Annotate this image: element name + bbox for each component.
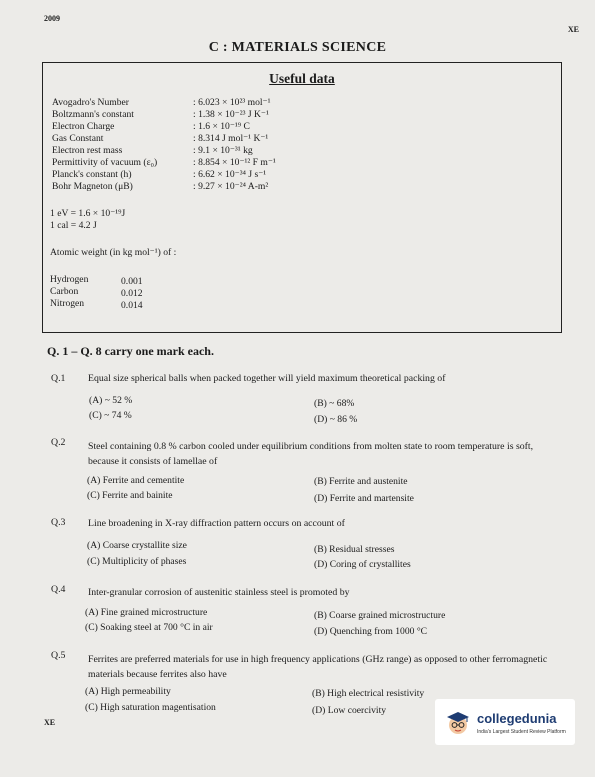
constant-value: : 8.854 × 10⁻¹² F m⁻¹ bbox=[193, 157, 276, 168]
option-d: (D) ~ 86 % bbox=[314, 414, 358, 425]
header-paper-code: XE bbox=[567, 25, 579, 34]
useful-data-heading: Useful data bbox=[269, 71, 335, 86]
question-number: Q.1 bbox=[51, 373, 66, 384]
option-d: (D) Ferrite and martensite bbox=[314, 493, 414, 504]
option-a: (A) Coarse crystallite size bbox=[87, 540, 187, 551]
question-text: Equal size spherical balls when packed together will yield maximum theoretical packing of bbox=[88, 373, 446, 384]
atomic-weight-element: Carbon bbox=[50, 286, 79, 297]
cal-conversion: 1 cal = 4.2 J bbox=[50, 220, 97, 231]
constant-name: Gas Constant bbox=[52, 133, 104, 144]
constant-name: Electron rest mass bbox=[52, 145, 123, 156]
option-d: (D) Coring of crystallites bbox=[314, 559, 411, 570]
option-b: (B) ~ 68% bbox=[314, 398, 355, 409]
constant-value: : 9.27 × 10⁻²⁴ A-m² bbox=[193, 181, 269, 192]
atomic-weight-label: Atomic weight (in kg mol⁻¹) of : bbox=[50, 247, 177, 258]
constant-name: Bohr Magneton (μB) bbox=[52, 181, 133, 192]
graduate-face-icon bbox=[445, 710, 471, 736]
constant-name: Boltzmann's constant bbox=[52, 109, 134, 120]
constant-name: Permittivity of vacuum (ε₀) bbox=[52, 157, 158, 168]
constant-value: : 6.023 × 10²³ mol⁻¹ bbox=[193, 97, 271, 108]
constant-value: : 8.314 J mol⁻¹ K⁻¹ bbox=[193, 133, 269, 144]
option-c: (C) ~ 74 % bbox=[89, 410, 132, 421]
option-b: (B) Ferrite and austenite bbox=[314, 476, 408, 487]
option-a: (A) Ferrite and cementite bbox=[87, 475, 185, 486]
atomic-weight-element: Hydrogen bbox=[50, 274, 89, 285]
atomic-weight-value: 0.014 bbox=[121, 300, 143, 311]
constant-value: : 6.62 × 10⁻³⁴ J s⁻¹ bbox=[193, 169, 267, 180]
option-b: (B) Residual stresses bbox=[314, 544, 395, 555]
option-a: (A) ~ 52 % bbox=[89, 395, 133, 406]
question-text: Line broadening in X-ray diffraction pattern occurs on account of bbox=[88, 518, 345, 529]
watermark-tagline: India's Largest Student Review Platform bbox=[477, 729, 566, 735]
option-b: (B) High electrical resistivity bbox=[312, 688, 425, 699]
atomic-weight-value: 0.001 bbox=[121, 276, 143, 287]
header-year: 2009 bbox=[44, 14, 60, 23]
option-a: (A) Fine grained microstructure bbox=[85, 607, 208, 618]
constant-value: : 1.38 × 10⁻²³ J K⁻¹ bbox=[193, 109, 269, 120]
footer-paper-code: XE bbox=[44, 718, 56, 727]
page-title: C : MATERIALS SCIENCE bbox=[208, 40, 387, 55]
option-d: (D) Quenching from 1000 °C bbox=[314, 626, 428, 637]
question-number: Q.2 bbox=[51, 437, 66, 448]
useful-data-box bbox=[42, 62, 562, 333]
atomic-weight-element: Nitrogen bbox=[50, 298, 85, 309]
question-number: Q.3 bbox=[51, 517, 66, 528]
section-heading: Q. 1 – Q. 8 carry one mark each. bbox=[47, 344, 214, 358]
option-a: (A) High permeability bbox=[85, 686, 171, 697]
question-text: Inter-granular corrosion of austenitic stainless steel is promoted by bbox=[88, 587, 350, 598]
constant-name: Avogadro's Number bbox=[52, 97, 129, 108]
question-text: Ferrites are preferred materials for use in high frequency applications (GHz range) as opposed to other ferromagnetic materials because ferrites also have bbox=[88, 654, 548, 680]
option-c: (C) Soaking steel at 700 °C in air bbox=[85, 622, 213, 633]
watermark-brand: collegedunia bbox=[477, 711, 557, 726]
constant-name: Planck's constant (h) bbox=[52, 169, 132, 180]
option-c: (C) Ferrite and bainite bbox=[87, 490, 173, 501]
constant-value: : 1.6 × 10⁻¹⁹ C bbox=[193, 121, 250, 132]
question-number: Q.5 bbox=[51, 650, 66, 661]
watermark-logo bbox=[435, 699, 575, 745]
atomic-weight-value: 0.012 bbox=[121, 288, 143, 299]
constant-value: : 9.1 × 10⁻³¹ kg bbox=[193, 145, 253, 156]
option-b: (B) Coarse grained microstructure bbox=[314, 610, 446, 621]
ev-conversion: 1 eV = 1.6 × 10⁻¹⁹J bbox=[50, 208, 126, 219]
question-number: Q.4 bbox=[51, 584, 66, 595]
option-c: (C) Multiplicity of phases bbox=[87, 556, 187, 567]
question-text: Steel containing 0.8 % carbon cooled under equilibrium conditions from molten state to room temperature is soft, because it consists of lamellae of bbox=[88, 441, 534, 467]
constant-name: Electron Charge bbox=[52, 121, 115, 132]
option-c: (C) High saturation magentisation bbox=[85, 702, 216, 713]
option-d: (D) Low coercivity bbox=[312, 705, 387, 716]
